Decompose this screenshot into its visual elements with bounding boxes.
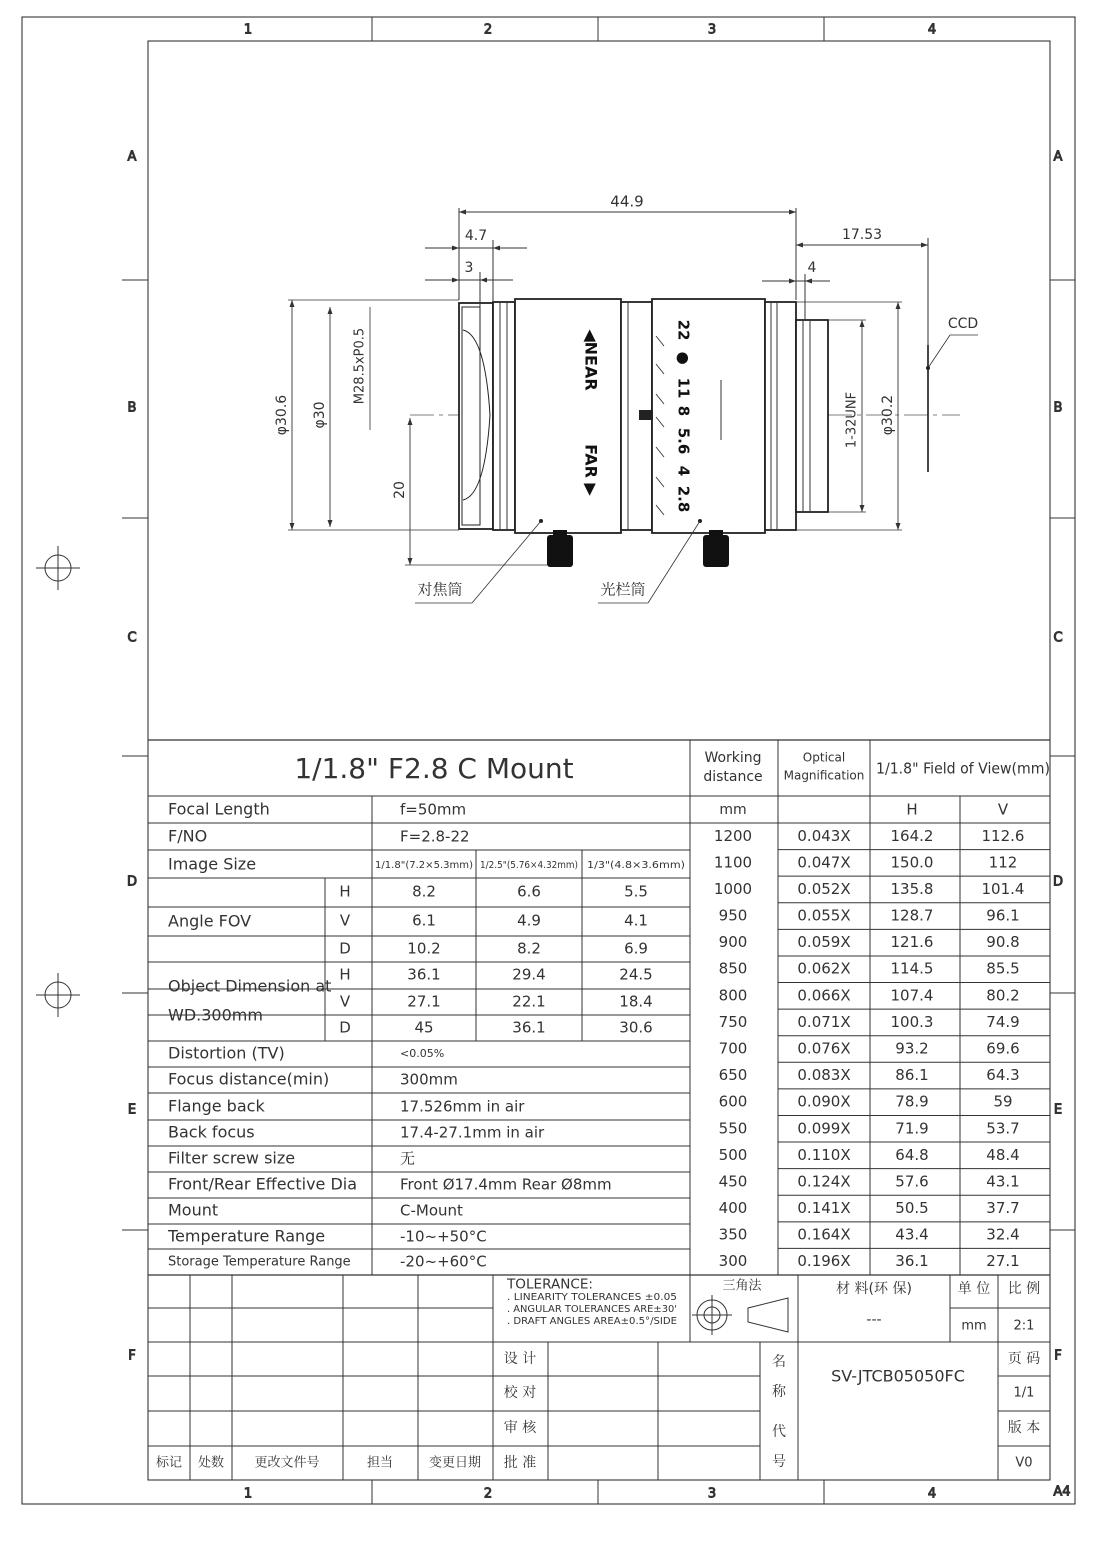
- row-label-right: B: [1053, 400, 1063, 416]
- c-mount-thread: [796, 320, 828, 512]
- tolerance-text: . DRAFT ANGLES AREA±0.5°/SIDE: [507, 1316, 677, 1327]
- mag-value: 0.090X: [797, 1092, 851, 1111]
- dim-overall-text: 44.9: [610, 192, 644, 211]
- object-dim-value: 30.6: [619, 1018, 653, 1037]
- title-block: [148, 1275, 1050, 1480]
- angle-fov-value: 10.2: [407, 939, 441, 958]
- row-label-left: E: [127, 1102, 137, 1118]
- angle-fov-value: 8.2: [412, 882, 436, 901]
- code-char: 号: [772, 1454, 786, 1470]
- fov-h-label: H: [906, 800, 918, 819]
- dim-mount-text: 1-32UNF: [844, 391, 860, 449]
- wd-value: 500: [718, 1145, 748, 1164]
- image-size-value: 1/3"(4.8×3.6mm): [587, 860, 686, 871]
- row-label-left: C: [127, 630, 137, 646]
- dim-4-7-arrow: [493, 246, 500, 251]
- unit-label: 单 位: [957, 1281, 991, 1297]
- fov-v-label: V: [997, 800, 1009, 819]
- fov-v-value: 112: [988, 853, 1018, 872]
- projection-cone: [748, 1298, 788, 1332]
- ccd-leader: [928, 335, 950, 368]
- dim-20-text: 20: [392, 481, 408, 499]
- dim-3-text: 3: [464, 260, 474, 276]
- mag-value: 0.055X: [797, 906, 851, 925]
- dim-phi-30-6-text: φ30.6: [274, 394, 290, 436]
- fov-h-value: 114.5: [890, 959, 934, 978]
- wd-value: 600: [718, 1092, 748, 1111]
- spec-misc-value: 17.526mm in air: [400, 1097, 525, 1116]
- dim-3-arrow: [480, 278, 487, 283]
- spec-misc-label: Temperature Range: [168, 1226, 326, 1246]
- tolerance-text: TOLERANCE:: [505, 1277, 593, 1293]
- unit-value: mm: [961, 1318, 987, 1334]
- rev-header: 标记: [155, 1455, 183, 1471]
- fov-v-value: 80.2: [986, 986, 1020, 1005]
- angle-fov-value: 6.1: [412, 911, 436, 930]
- fov-h-value: 43.4: [895, 1225, 929, 1244]
- index-mark: [639, 410, 653, 420]
- version-label: 版 本: [1007, 1420, 1041, 1436]
- image-size-value: 1/2.5"(5.76×4.32mm): [480, 860, 579, 871]
- ccd-label: CCD: [947, 316, 979, 332]
- spec-misc-label: Flange back: [168, 1096, 265, 1116]
- dim-phi-30-arrow: [328, 307, 333, 314]
- part-number: SV-JTCB05050FC: [831, 1366, 965, 1386]
- fov-h-value: 107.4: [890, 986, 934, 1005]
- fov-h-value: 93.2: [895, 1039, 929, 1058]
- col-label-top: 2: [483, 22, 493, 38]
- spec-misc-value: <0.05%: [400, 1047, 445, 1060]
- object-dim-label: WD.300mm: [168, 1005, 263, 1025]
- object-dim-axis: H: [339, 965, 351, 984]
- aperture-mark: 2.8: [674, 485, 693, 513]
- mag-value: 0.099X: [797, 1119, 851, 1138]
- iris-lock-knob-stem: [709, 530, 723, 536]
- spec-misc-label: Filter screw size: [168, 1148, 296, 1168]
- wd-header: Working: [704, 750, 762, 766]
- image-size-value: 1/1.8"(7.2×5.3mm): [375, 860, 474, 871]
- fov-h-value: 121.6: [890, 933, 934, 952]
- dim-4-7-text: 4.7: [464, 228, 488, 244]
- fov-v-value: 59: [993, 1092, 1013, 1111]
- dim-phi-30-arrow: [328, 520, 333, 527]
- wd-header: distance: [703, 769, 763, 785]
- object-dim-value: 36.1: [512, 1018, 546, 1037]
- dim-phi-30-2-arrow: [896, 302, 901, 309]
- object-dim-value: 18.4: [619, 992, 653, 1011]
- spec-misc-label: Storage Temperature Range: [168, 1254, 351, 1270]
- spec-misc-value: -10~+50°C: [400, 1227, 487, 1246]
- object-dim-value: 22.1: [512, 992, 546, 1011]
- wd-value: 550: [718, 1119, 748, 1138]
- col-label-bottom: 1: [243, 1486, 253, 1502]
- filter-ring: [493, 302, 515, 530]
- rear-ring: [765, 302, 796, 530]
- row-label-right: C: [1053, 630, 1063, 646]
- mag-value: 0.052X: [797, 879, 851, 898]
- projection-label: 三角法: [722, 1278, 762, 1294]
- row-label-left: A: [127, 149, 137, 165]
- focal-length-value: f=50mm: [400, 800, 467, 819]
- spec-title: 1/1.8" F2.8 C Mount: [294, 752, 574, 785]
- wd-value: 1200: [713, 826, 753, 845]
- iris-barrel-callout: 光栏筒: [600, 580, 646, 599]
- dim-4-7-arrow: [452, 246, 459, 251]
- dim-4-arrow: [789, 279, 796, 284]
- wd-value: 650: [718, 1066, 748, 1085]
- wd-value: 900: [718, 933, 748, 952]
- focus-barrel: [515, 299, 621, 533]
- dim-17-53-text: 17.53: [841, 227, 883, 243]
- wd-value: 350: [718, 1225, 748, 1244]
- dim-phi-30-2-text: φ30.2: [880, 394, 896, 436]
- wd-value: 300: [718, 1252, 748, 1271]
- spec-misc-label: Distortion (TV): [168, 1043, 285, 1063]
- aperture-mark: 5.6: [674, 427, 693, 455]
- angle-fov-axis: V: [339, 911, 351, 930]
- sheet-size-label: A4: [1053, 1484, 1071, 1500]
- fov-h-value: 36.1: [895, 1252, 929, 1271]
- wd-value: 750: [718, 1012, 748, 1031]
- object-dim-value: 27.1: [407, 992, 441, 1011]
- fov-h-value: 150.0: [890, 853, 934, 872]
- far-label: FAR ▶: [581, 444, 601, 496]
- col-label-bottom: 4: [927, 1486, 937, 1502]
- angle-fov-axis: D: [339, 939, 351, 958]
- fov-h-value: 128.7: [890, 906, 934, 925]
- fov-v-value: 69.6: [986, 1039, 1020, 1058]
- fov-h-value: 100.3: [890, 1012, 934, 1031]
- iris-lock-knob: [703, 535, 729, 567]
- spec-misc-value: 17.4-27.1mm in air: [400, 1123, 545, 1142]
- fov-table: [690, 740, 1050, 1275]
- col-label-top: 4: [927, 22, 937, 38]
- design-label: 设 计: [503, 1351, 537, 1367]
- fov-h-value: 86.1: [895, 1066, 929, 1085]
- spec-misc-value: 300mm: [400, 1070, 458, 1089]
- mag-value: 0.141X: [797, 1199, 851, 1218]
- om-header: Magnification: [783, 768, 865, 783]
- row-label-right: A: [1053, 149, 1063, 165]
- front-ring: [459, 303, 493, 529]
- row-label-left: F: [128, 1348, 136, 1364]
- angle-fov-value: 5.5: [624, 882, 648, 901]
- wd-value: 950: [718, 906, 748, 925]
- fov-v-value: 32.4: [986, 1225, 1020, 1244]
- fov-h-value: 64.8: [895, 1145, 929, 1164]
- aperture-mark: 11: [674, 377, 693, 399]
- material-value: ---: [866, 1312, 882, 1328]
- spec-misc-value: -20~+60°C: [400, 1252, 487, 1271]
- image-size-label: Image Size: [168, 854, 257, 874]
- fov-h-value: 50.5: [895, 1199, 929, 1218]
- fov-v-value: 85.5: [986, 959, 1020, 978]
- mag-value: 0.164X: [797, 1225, 851, 1244]
- aperture-mark: 8: [674, 405, 693, 417]
- aperture-mark: ●: [674, 351, 693, 365]
- mag-value: 0.110X: [797, 1145, 851, 1164]
- fov-h-value: 135.8: [890, 879, 934, 898]
- om-header: Optical: [802, 750, 846, 765]
- rev-header: 担当: [366, 1455, 394, 1471]
- angle-fov-label: Angle FOV: [168, 911, 252, 931]
- spec-misc-label: Back focus: [168, 1122, 255, 1142]
- mag-value: 0.066X: [797, 986, 851, 1005]
- angle-fov-value: 6.9: [624, 939, 648, 958]
- code-char: 代: [772, 1424, 786, 1440]
- rev-header: 处数: [197, 1455, 225, 1471]
- mag-value: 0.047X: [797, 853, 851, 872]
- version-value: V0: [1015, 1455, 1033, 1471]
- col-label-bottom: 2: [483, 1486, 493, 1502]
- object-dim-label: Object Dimension at: [168, 976, 332, 996]
- fov-v-value: 64.3: [986, 1066, 1020, 1085]
- rev-header: 更改文件号: [254, 1455, 320, 1471]
- page-value: 1/1: [1013, 1385, 1035, 1401]
- dim-4-text: 4: [807, 260, 817, 276]
- lens-drawing: [274, 193, 978, 604]
- object-dim-value: 36.1: [407, 965, 441, 984]
- angle-fov-value: 4.1: [624, 911, 648, 930]
- rev-header: 变更日期: [428, 1455, 482, 1471]
- fov-v-value: 74.9: [986, 1012, 1020, 1031]
- fov-v-value: 43.1: [986, 1172, 1020, 1191]
- dim-phi-30-6-arrow: [290, 300, 295, 307]
- fov-header: 1/1.8" Field of View(mm): [876, 759, 1050, 778]
- dim-phi-30-text: φ30: [312, 401, 328, 429]
- object-dim-value: 29.4: [512, 965, 546, 984]
- row-label-right: D: [1052, 874, 1064, 890]
- material-label: 材 料(环 保): [836, 1281, 912, 1297]
- row-label-right: E: [1053, 1102, 1063, 1118]
- dim-thread-text: M28.5xP0.5: [352, 327, 368, 405]
- tolerance-text: . LINEARITY TOLERANCES ±0.05: [507, 1292, 677, 1303]
- fov-h-value: 71.9: [895, 1119, 929, 1138]
- fov-h-value: 78.9: [895, 1092, 929, 1111]
- fov-v-value: 27.1: [986, 1252, 1020, 1271]
- dim-mount-arrow: [860, 505, 865, 512]
- name-char: 称: [772, 1384, 786, 1400]
- fov-h-value: 57.6: [895, 1172, 929, 1191]
- aperture-mark: 4: [674, 465, 693, 477]
- dim-3-arrow: [452, 278, 459, 283]
- wd-unit: mm: [719, 802, 747, 818]
- dim-phi-30-6-arrow: [290, 523, 295, 530]
- page-label: 页 码: [1007, 1351, 1041, 1367]
- mag-value: 0.083X: [797, 1066, 851, 1085]
- spec-misc-label: Mount: [168, 1200, 219, 1220]
- scale-value: 2:1: [1013, 1318, 1035, 1334]
- object-dim-value: 24.5: [619, 965, 653, 984]
- focus-lock-knob-stem: [553, 530, 567, 536]
- spec-misc-value: 无: [400, 1149, 416, 1168]
- check-label: 校 对: [503, 1385, 537, 1401]
- col-label-bottom: 3: [707, 1486, 717, 1502]
- wd-value: 450: [718, 1172, 748, 1191]
- mag-value: 0.059X: [797, 933, 851, 952]
- fov-v-value: 53.7: [986, 1119, 1020, 1138]
- mag-value: 0.124X: [797, 1172, 851, 1191]
- fov-v-value: 90.8: [986, 933, 1020, 952]
- object-dim-axis: V: [339, 992, 351, 1011]
- focus-lock-knob: [547, 535, 573, 567]
- fov-h-value: 164.2: [890, 826, 934, 845]
- col-label-top: 3: [707, 22, 717, 38]
- angle-fov-value: 8.2: [517, 939, 541, 958]
- dim-overall-arrow: [459, 210, 466, 215]
- review-label: 审 核: [503, 1420, 537, 1436]
- spec-misc-value: C-Mount: [400, 1201, 463, 1220]
- tolerance-text: . ANGULAR TOLERANCES ARE±30': [507, 1304, 677, 1315]
- focus-callout-leader: [472, 521, 541, 603]
- aperture-mark: 22: [674, 319, 693, 341]
- spec-misc-label: Front/Rear Effective Dia: [168, 1174, 358, 1194]
- fov-v-value: 37.7: [986, 1199, 1020, 1218]
- fov-v-value: 112.6: [981, 826, 1025, 845]
- fov-v-value: 96.1: [986, 906, 1020, 925]
- wd-value: 1000: [713, 879, 753, 898]
- wd-value: 700: [718, 1039, 748, 1058]
- object-dim-value: 45: [414, 1018, 434, 1037]
- wd-value: 400: [718, 1199, 748, 1218]
- fno-value: F=2.8-22: [400, 827, 470, 846]
- spec-misc-value: Front Ø17.4mm Rear Ø8mm: [400, 1175, 612, 1194]
- dim-overall-arrow: [789, 210, 796, 215]
- row-label-right: F: [1054, 1348, 1062, 1364]
- dim-17-53-arrow: [796, 243, 803, 248]
- focal-length-label: Focal Length: [168, 799, 270, 819]
- angle-fov-axis: H: [339, 882, 351, 901]
- ccd-leader-dot: [926, 366, 930, 370]
- mag-value: 0.076X: [797, 1039, 851, 1058]
- mag-value: 0.043X: [797, 826, 851, 845]
- fno-label: F/NO: [168, 826, 208, 846]
- col-label-top: 1: [243, 22, 253, 38]
- name-char: 名: [772, 1354, 786, 1370]
- mag-value: 0.196X: [797, 1252, 851, 1271]
- wd-value: 800: [718, 986, 748, 1005]
- angle-fov-value: 4.9: [517, 911, 541, 930]
- dim-mount-arrow: [860, 320, 865, 327]
- dim-phi-30-2-arrow: [896, 523, 901, 530]
- mag-value: 0.062X: [797, 959, 851, 978]
- dim-20-arrow: [408, 418, 413, 425]
- row-label-left: D: [126, 874, 138, 890]
- iris-barrel: [652, 299, 765, 533]
- dim-17-53-arrow: [921, 243, 928, 248]
- fov-v-value: 48.4: [986, 1145, 1020, 1164]
- focus-barrel-callout: 对焦筒: [417, 580, 463, 599]
- fov-v-value: 101.4: [981, 879, 1025, 898]
- angle-fov-value: 6.6: [517, 882, 541, 901]
- wd-value: 1100: [713, 853, 753, 872]
- near-label: ◀NEAR: [581, 329, 601, 391]
- dim-4-arrow: [805, 279, 812, 284]
- object-dim-axis: D: [339, 1018, 351, 1037]
- wd-value: 850: [718, 959, 748, 978]
- dim-20-arrow: [408, 558, 413, 565]
- scale-label: 比 例: [1007, 1281, 1041, 1297]
- spec-misc-label: Focus distance(min): [168, 1069, 330, 1089]
- approve-label: 批 准: [503, 1455, 537, 1471]
- row-label-left: B: [127, 400, 137, 416]
- mag-value: 0.071X: [797, 1012, 851, 1031]
